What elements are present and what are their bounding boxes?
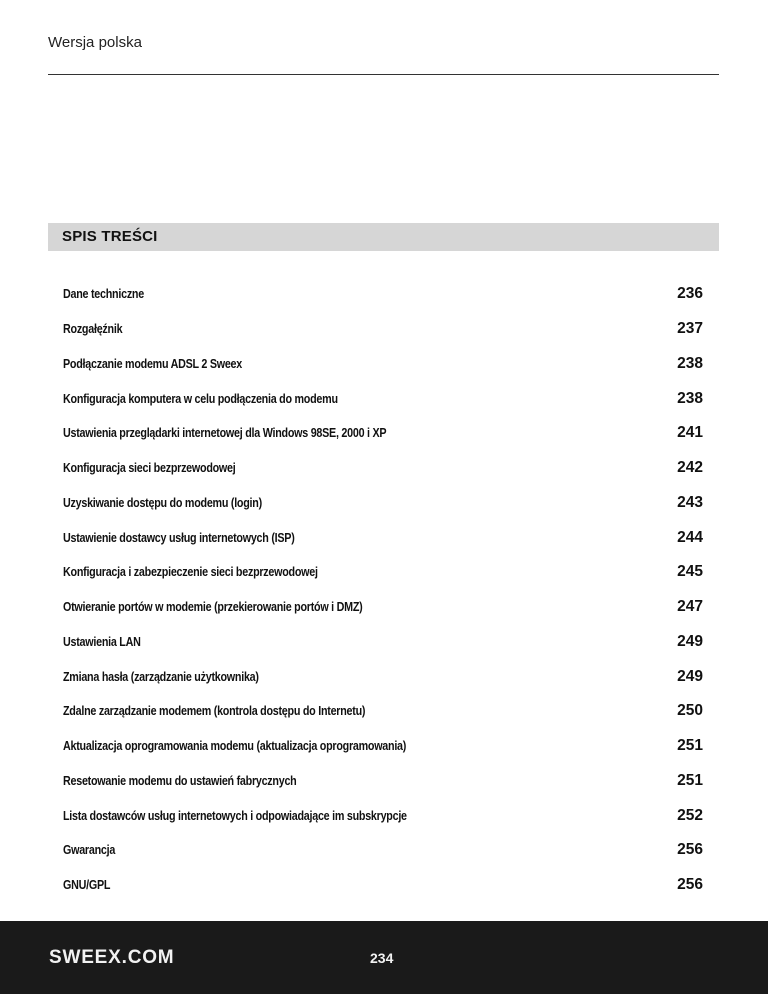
toc-entry-label: Aktualizacja oprogramowania modemu (aktualizacja oprogramowania) — [63, 739, 407, 754]
toc-entry[interactable] — [63, 486, 703, 521]
toc-entry[interactable] — [63, 520, 703, 555]
toc-entry-page: 245 — [677, 563, 703, 581]
toc-entry[interactable] — [63, 312, 703, 347]
toc-entry-label: Resetowanie modemu do ustawień fabrycznych — [63, 773, 297, 788]
toc-entry[interactable] — [63, 798, 703, 833]
toc-entry-page: 244 — [677, 528, 703, 546]
toc-entry-label: Konfiguracja sieci bezprzewodowej — [63, 461, 236, 476]
toc-entry-label: GNU/GPL — [63, 878, 111, 893]
toc-entry-label: Podłączanie modemu ADSL 2 Sweex — [63, 356, 243, 371]
toc-entry-page: 251 — [677, 737, 703, 755]
toc-entry-page: 247 — [677, 598, 703, 616]
toc-entry-page: 249 — [677, 667, 703, 685]
toc-entry[interactable] — [63, 347, 703, 382]
toc-entry[interactable] — [63, 764, 703, 799]
toc-entry-page: 243 — [677, 493, 703, 511]
toc-entry-page: 249 — [677, 632, 703, 650]
toc-entry-page: 236 — [677, 285, 703, 303]
toc-entry-page: 256 — [677, 876, 703, 894]
toc-entry[interactable] — [63, 833, 703, 868]
toc-entry-label: Rozgałęźnik — [63, 322, 123, 337]
toc-entry-label: Otwieranie portów w modemie (przekierowanie portów i DMZ) — [63, 600, 363, 615]
toc-entry[interactable] — [63, 277, 703, 312]
toc-entry[interactable] — [63, 451, 703, 486]
page-header-title: Wersja polska — [48, 34, 142, 51]
header-divider — [48, 74, 719, 75]
toc-entry[interactable] — [63, 590, 703, 625]
toc-entry[interactable] — [63, 555, 703, 590]
toc-heading-bar — [48, 223, 719, 251]
toc-entry-label: Konfiguracja i zabezpieczenie sieci bezprzewodowej — [63, 565, 318, 580]
toc-entry[interactable] — [63, 381, 703, 416]
toc-entry[interactable] — [63, 694, 703, 729]
toc-entry-label: Zmiana hasła (zarządzanie użytkownika) — [63, 669, 259, 684]
toc-entry[interactable] — [63, 625, 703, 660]
toc-entry-page: 251 — [677, 771, 703, 789]
toc-entry-label: Ustawienie dostawcy usług internetowych (ISP) — [63, 530, 295, 545]
toc-entry-label: Lista dostawców usług internetowych i odpowiadające im subskrypcje — [63, 808, 407, 823]
toc-entry-page: 242 — [677, 459, 703, 477]
footer-page-number: 234 — [370, 950, 394, 966]
toc-entry-label: Dane techniczne — [63, 287, 144, 302]
toc-entry[interactable] — [63, 729, 703, 764]
footer-brand: SWEEX.COM — [49, 947, 175, 968]
toc-entry-page: 241 — [677, 424, 703, 442]
toc-entry-label: Uzyskiwanie dostępu do modemu (login) — [63, 495, 262, 510]
toc-list — [63, 277, 703, 903]
page-footer — [0, 921, 768, 994]
toc-entry-label: Konfiguracja komputera w celu podłączenia do modemu — [63, 391, 338, 406]
toc-entry-page: 252 — [677, 806, 703, 824]
toc-entry-page: 256 — [677, 841, 703, 859]
toc-entry[interactable] — [63, 416, 703, 451]
toc-entry-label: Gwarancja — [63, 843, 116, 858]
toc-entry-page: 250 — [677, 702, 703, 720]
toc-entry[interactable] — [63, 868, 703, 903]
toc-entry-label: Ustawienia LAN — [63, 634, 141, 649]
toc-entry-page: 238 — [677, 389, 703, 407]
toc-entry-page: 238 — [677, 354, 703, 372]
toc-heading: SPIS TREŚCI — [62, 228, 158, 245]
toc-entry[interactable] — [63, 659, 703, 694]
toc-entry-page: 237 — [677, 320, 703, 338]
toc-entry-label: Zdalne zarządzanie modemem (kontrola dostępu do Internetu) — [63, 704, 366, 719]
toc-entry-label: Ustawienia przeglądarki internetowej dla Windows 98SE, 2000 i XP — [63, 426, 387, 441]
